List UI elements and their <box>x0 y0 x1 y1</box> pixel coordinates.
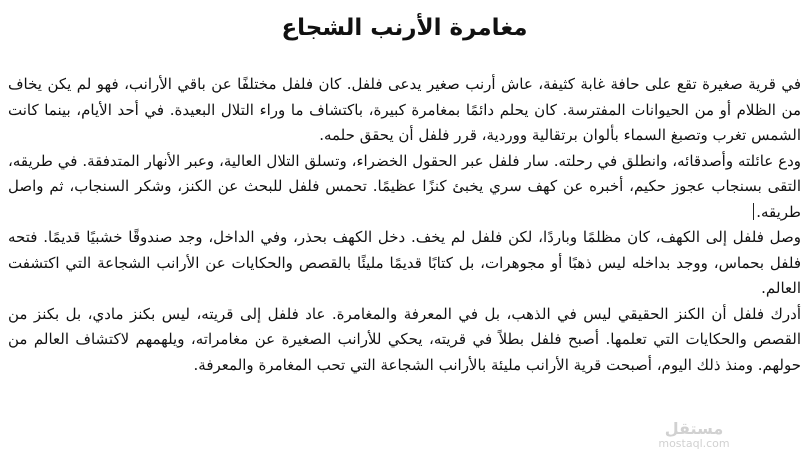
paragraph-1[interactable]: في قرية صغيرة تقع على حافة غابة كثيفة، عاش أرنب صغير يدعى فلفل. كان فلفل مختلفًا عن باقي الأرانب، فهو لم يكن يخاف من الظلام أو من الحيوانات المفترسة. كان يحلم دائمًا بمغامرة كبيرة، باكتشاف ما وراء التلال البعيدة. في أحد الأيام، بينما كانت الشمس تغرب وتصبغ السماء بألوان برتقالية ووردية، قرر فلفل أن يحقق حلمه. <box>8 75 801 144</box>
document-title: مغامرة الأرنب الشجاع <box>281 15 528 41</box>
watermark-latin: mostaql.com <box>658 437 730 450</box>
paragraph-4[interactable]: أدرك فلفل أن الكنز الحقيقي ليس في الذهب، بل في المعرفة والمغامرة. عاد فلفل إلى قريته، ليس بكنز مادي، بل بكنز من القصص والحكايات التي تعلمها. أصبح فلفل بطلاً في قريته، يحكي للأرانب الصغيرة عن مغامراته، ويلهمهم لاكتشاف العالم من حولهم. ومنذ ذلك اليوم، أصبحت قرية الأرانب مليئة بالأرانب الشجاعة التي تحب المغامرة والمعرفة. <box>8 304 801 374</box>
paragraph-3[interactable]: وصل فلفل إلى الكهف، كان مظلمًا وباردًا، لكن فلفل لم يخف. دخل الكهف بحذر، وفي الداخل، وجد صندوقًا خشبيًا قديمًا. فتحه فلفل بحماس، ووجد بداخله ليس ذهبًا أو مجوهرات، بل كتابًا قديمًا مليئًا بالقصص والحكايات عن الأرانب الشجاعة التي اكتشفت العالم. <box>8 228 801 297</box>
text-cursor <box>753 203 754 220</box>
watermark-arabic: مستقل <box>664 419 724 438</box>
paragraph-2-text: ودع عائلته وأصدقائه، وانطلق في رحلته. سار فلفل عبر الحقول الخضراء، وتسلق التلال العالية، وعبر الأنهار المتدفقة. في طريقه، التقى بسنجاب عجوز حكيم، أخبره عن كهف سري يخبئ كنزًا عظيمًا. تحمس فلفل للبحث عن الكنز، وشكر السنجاب، ثم واصل طريقه. <box>8 151 801 221</box>
paragraph-2[interactable] <box>8 149 801 226</box>
